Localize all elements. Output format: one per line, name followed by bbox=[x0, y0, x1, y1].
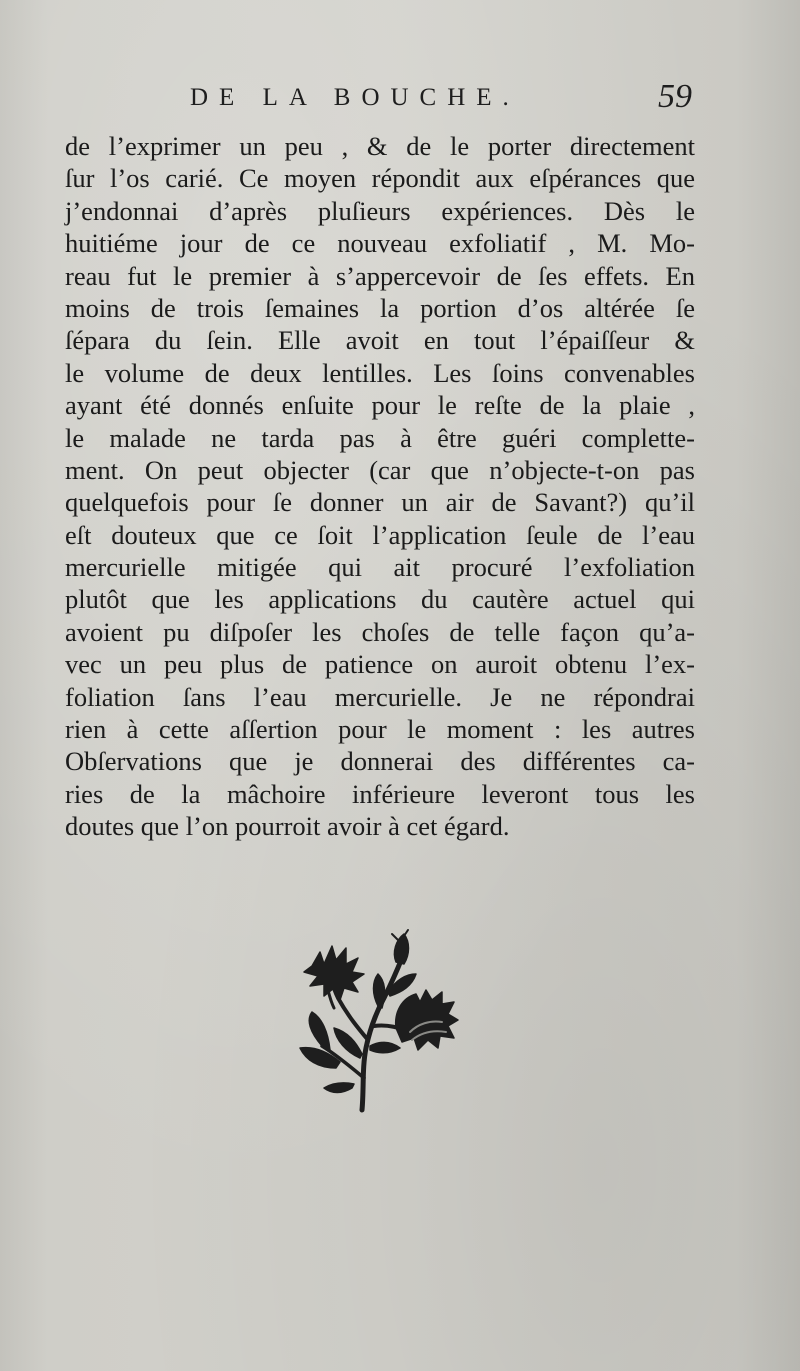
text-line: moins de trois ſemaines la portion d’os altérée ſe bbox=[65, 292, 695, 323]
text-line: ayant été donnés enſuite pour le reſte de la plaie , bbox=[65, 390, 695, 421]
text-line: ment. On peut objecter (car que n’objecte-t-on pas bbox=[65, 454, 695, 485]
text-line: rien à cette aſſertion pour le moment : les autres bbox=[65, 714, 695, 745]
text-line: eſt douteux que ce ſoit l’application ſeule de l’eau bbox=[65, 519, 695, 550]
text-line: vec un peu plus de patience on auroit obtenu l’ex- bbox=[65, 649, 695, 680]
text-line: huitiéme jour de ce nouveau exfoliatif , M. Mo- bbox=[65, 228, 695, 259]
text-line: quelquefois pour ſe donner un air de Savant?) qu’il bbox=[65, 487, 695, 518]
text-line: le malade ne tarda pas à être guéri complette- bbox=[65, 422, 695, 453]
running-title: DE LA BOUCHE. bbox=[190, 84, 520, 111]
text-line: avoient pu diſpoſer les choſes de telle façon qu’a- bbox=[65, 616, 695, 647]
text-line: j’endonnai d’après pluſieurs expériences. Dès le bbox=[65, 195, 695, 226]
page-header bbox=[64, 78, 700, 128]
page-number: 59 bbox=[658, 78, 692, 115]
text-line: foliation ſans l’eau mercurielle. Je ne répondrai bbox=[65, 681, 695, 712]
text-line: doutes que l’on pourroit avoir à cet égard. bbox=[65, 811, 510, 842]
text-line: le volume de deux lentilles. Les ſoins convenables bbox=[65, 357, 695, 388]
text-line: de l’exprimer un peu , & de le porter directement bbox=[65, 131, 695, 161]
text-line: reau fut le premier à s’appercevoir de ſes effets. En bbox=[65, 260, 695, 291]
text-line: ries de la mâchoire inférieure leveront tous les bbox=[65, 778, 695, 809]
floral-ornament-icon bbox=[292, 928, 462, 1113]
text-line: mercurielle mitigée qui ait procuré l’exfoliation bbox=[65, 552, 695, 583]
text-line: Obſervations que je donnerai des différentes ca- bbox=[65, 746, 695, 777]
body-text bbox=[65, 130, 695, 843]
text-line: ſépara du ſein. Elle avoit en tout l’épaiſſeur & bbox=[65, 325, 695, 356]
text-line: plutôt que les applications du cautère actuel qui bbox=[65, 584, 695, 615]
text-line: ſur l’os carié. Ce moyen répondit aux eſpérances que bbox=[65, 163, 695, 194]
